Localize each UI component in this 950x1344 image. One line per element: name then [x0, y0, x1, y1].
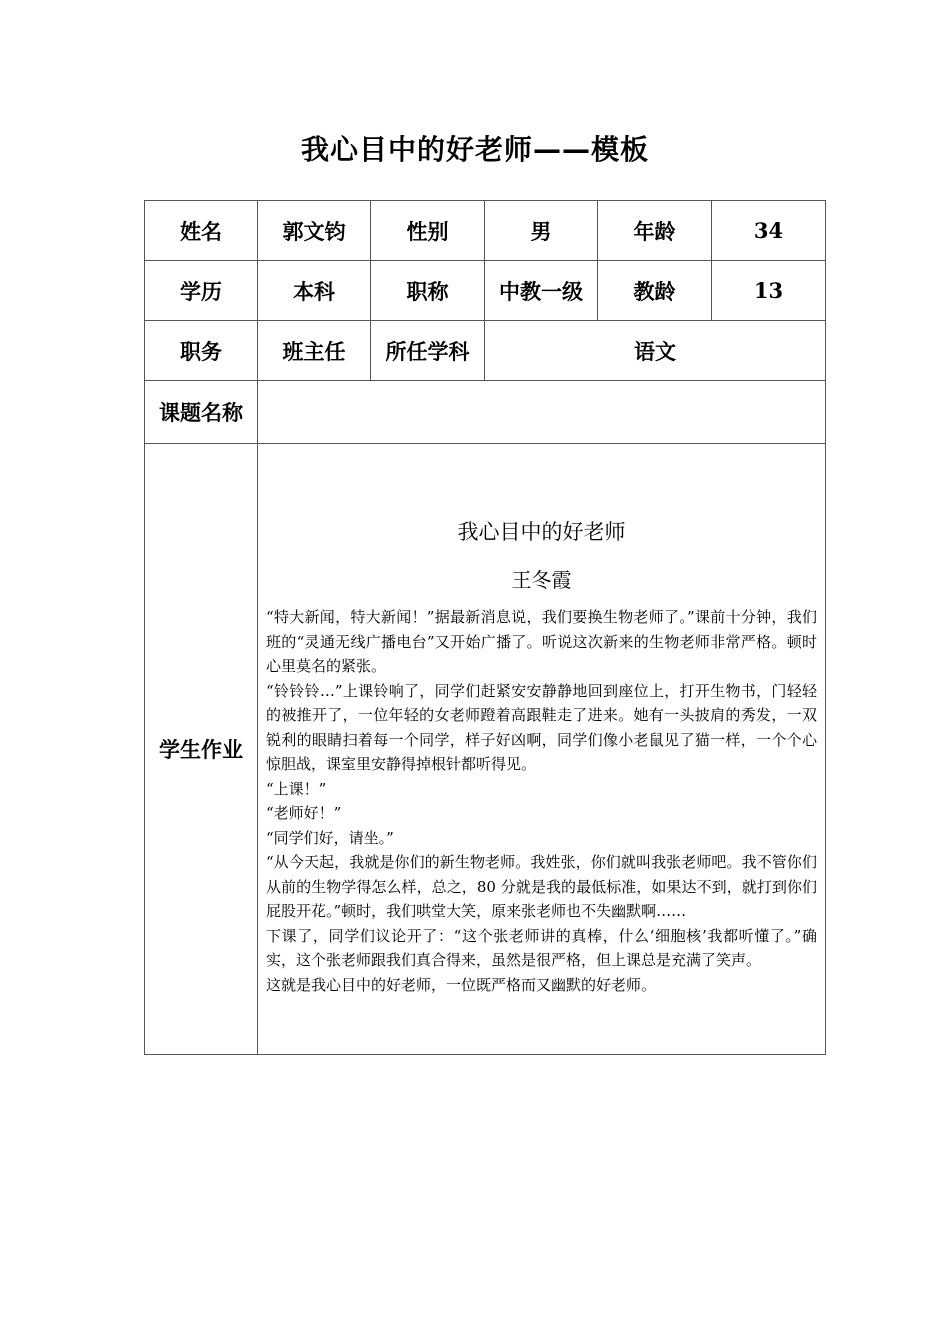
gender-value: 男 — [485, 201, 598, 261]
gender-label: 性别 — [371, 201, 485, 261]
teaching-years-value: 13 — [712, 261, 826, 321]
essay-paragraph: “上课！” — [266, 779, 327, 798]
teacher-info-table — [144, 200, 826, 1055]
position-label: 职务 — [145, 321, 258, 381]
table-row — [145, 201, 826, 261]
topic-label: 课题名称 — [145, 381, 258, 444]
document-title: 我心目中的好老师——模板 — [300, 133, 649, 166]
essay-paragraph: 这就是我心目中的好老师，一位既严格而又幽默的好老师。 — [266, 975, 657, 994]
essay-author: 王冬霞 — [511, 568, 572, 592]
essay-body — [266, 605, 817, 997]
teaching-years-label: 教龄 — [598, 261, 712, 321]
essay-paragraph: “从今天起，我就是你们的新生物老师。我姓张，你们就叫我张老师吧。我不管你们从前的生物学得怎么样，总之，80 分就是我的最低标准，如果达不到，就打到你们屁股开花。”顿时，我们哄堂大笑，原来张老师也不失幽默啊…… — [266, 853, 817, 920]
table-row — [145, 381, 826, 444]
essay-paragraph: “特大新闻，特大新闻！”据最新消息说，我们要换生物老师了。”课前十分钟，我们班的“灵通无线广播电台”又开始广播了。听说这次新来的生物老师非常严格。顿时心里莫名的紧张。 — [266, 608, 817, 675]
essay-paragraph: “老师好！” — [266, 804, 342, 822]
student-work-content — [258, 444, 826, 1055]
student-work-label: 学生作业 — [145, 444, 258, 1055]
professional-title-value: 中教一级 — [485, 261, 598, 321]
table-row — [145, 321, 826, 381]
age-label: 年龄 — [598, 201, 712, 261]
table-row — [145, 261, 826, 321]
age-value: 34 — [712, 201, 826, 261]
essay-paragraph: “同学们好，请坐。” — [266, 828, 394, 847]
essay-paragraph: “铃铃铃…”上课铃响了，同学们赶紧安安静静地回到座位上，打开生物书，门轻轻的被推开了，一位年轻的女老师蹬着高跟鞋走了进来。她有一头披肩的秀发，一双锐利的眼睛扫着每一个同学，样子好凶啊，同学们像小老鼠见了猫一样，一个个心惊胆战，课室里安静得掉根针都听得见。 — [266, 681, 817, 773]
education-label: 学历 — [145, 261, 258, 321]
table-row — [145, 444, 826, 1055]
position-value: 班主任 — [258, 321, 371, 381]
name-label: 姓名 — [145, 201, 258, 261]
essay-paragraph: 下课了，同学们议论开了：“这个张老师讲的真棒，什么‘细胞核’我都听懂了。”确实，这个张老师跟我们真合得来，虽然是很严格，但上课总是充满了笑声。 — [266, 926, 817, 969]
essay-title: 我心目中的好老师 — [457, 520, 626, 544]
professional-title-label: 职称 — [371, 261, 485, 321]
subject-label: 所任学科 — [371, 321, 485, 381]
name-value: 郭文钧 — [258, 201, 371, 261]
subject-value: 语文 — [485, 321, 826, 381]
education-value: 本科 — [258, 261, 371, 321]
topic-value — [258, 381, 826, 444]
